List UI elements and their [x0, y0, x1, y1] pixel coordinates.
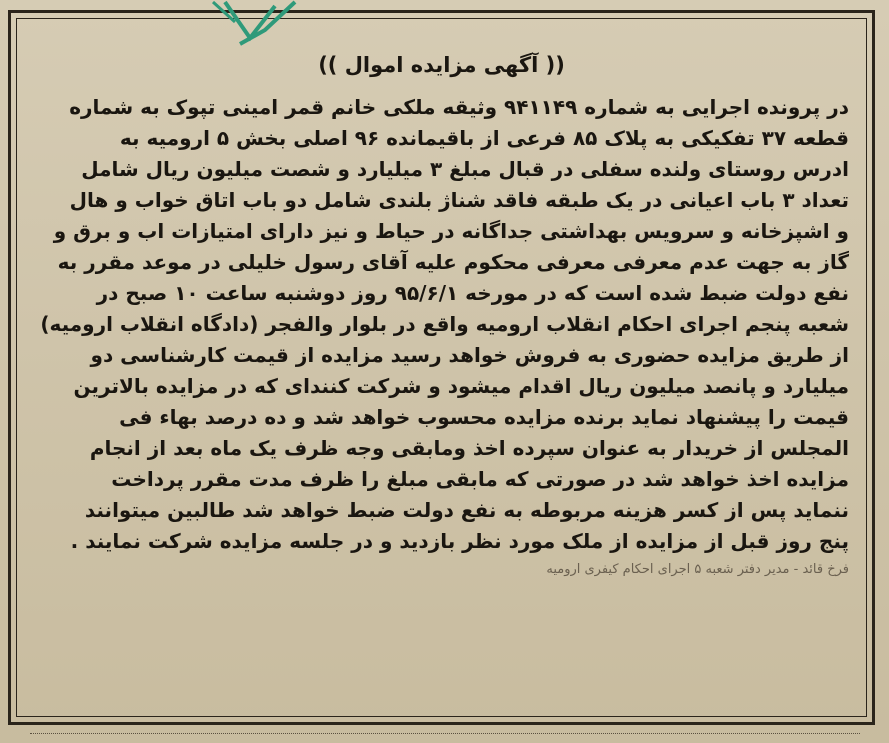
notice-line: میلیارد و پانصد میلیون ریال اقدام میشود و شرکت کنندای که در مزایده بالاترین [73, 374, 849, 398]
notice-line: ادرس روستای ولنده سفلی در قبال مبلغ ۳ میلیارد و شصت میلیون ریال شامل [81, 157, 849, 181]
notice-title: (( آگهی مزایده اموال )) [318, 53, 565, 77]
notice-line: پنج روز قبل از مزایده از ملک مورد نظر بازدید و در جلسه مزایده شرکت نمایند . [70, 529, 849, 553]
notice-line: قطعه ۳۷ تفکیکی به پلاک ۸۵ فرعی از باقیمانده ۹۶ اصلی بخش ۵ ارومیه به [119, 126, 849, 150]
notice-line: مزایده اخذ خواهد شد در صورتی که مابقی مبلغ را ظرف مدت مقرر پرداخت [111, 467, 849, 491]
notice-line: ننماید پس از کسر هزینه مربوطه به نفع دولت ضبط خواهد شد طالبین میتوانند [84, 498, 849, 522]
notice-line: قیمت را پیشنهاد نماید برنده مزایده محسوب خواهد شد و ده درصد بهاء فی [119, 405, 849, 429]
notice-line: و اشپزخانه و سرویس بهداشتی جداگانه در حیاط و نیز دارای امتیازات اب و برق و [53, 219, 849, 243]
bottom-divider [30, 733, 860, 734]
notice-body [34, 52, 849, 579]
notice-line: گاز به جهت عدم معرفی معرفی محکوم علیه آقای رسول خلیلی در موعد مقرر به [57, 250, 849, 274]
green-stamp-icon [205, 0, 325, 50]
notice-line: از طریق مزایده حضوری به فروش خواهد رسید مزایده از قیمت کارشناسی دو [90, 343, 849, 367]
notice-line: نفع دولت ضبط شده است که در مورخه ۹۵/۶/۱ روز دوشنبه ساعت ۱۰ صبح در [96, 281, 849, 305]
notice-line: در پرونده اجرایی به شماره ۹۴۱۱۴۹ وثیقه ملکی خانم قمر امینی تپوک به شماره [69, 95, 849, 119]
notice-line: تعداد ۳ باب اعیانی در یک طبقه فاقد شناژ بلندی شامل دو باب اتاق خواب و هال [69, 188, 849, 212]
notice-line: المجلس از خریدار به عنوان سپرده اخذ ومابقی وجه ظرف یک ماه بعد از انجام [89, 436, 849, 460]
notice-signature: فرخ قائد - مدیر دفتر شعبه ۵ اجرای احکام کیفری ارومیه [546, 562, 849, 577]
notice-line: شعبه پنجم اجرای احکام انقلاب ارومیه واقع در بلوار والفجر (دادگاه انقلاب ارومیه) [40, 312, 849, 336]
